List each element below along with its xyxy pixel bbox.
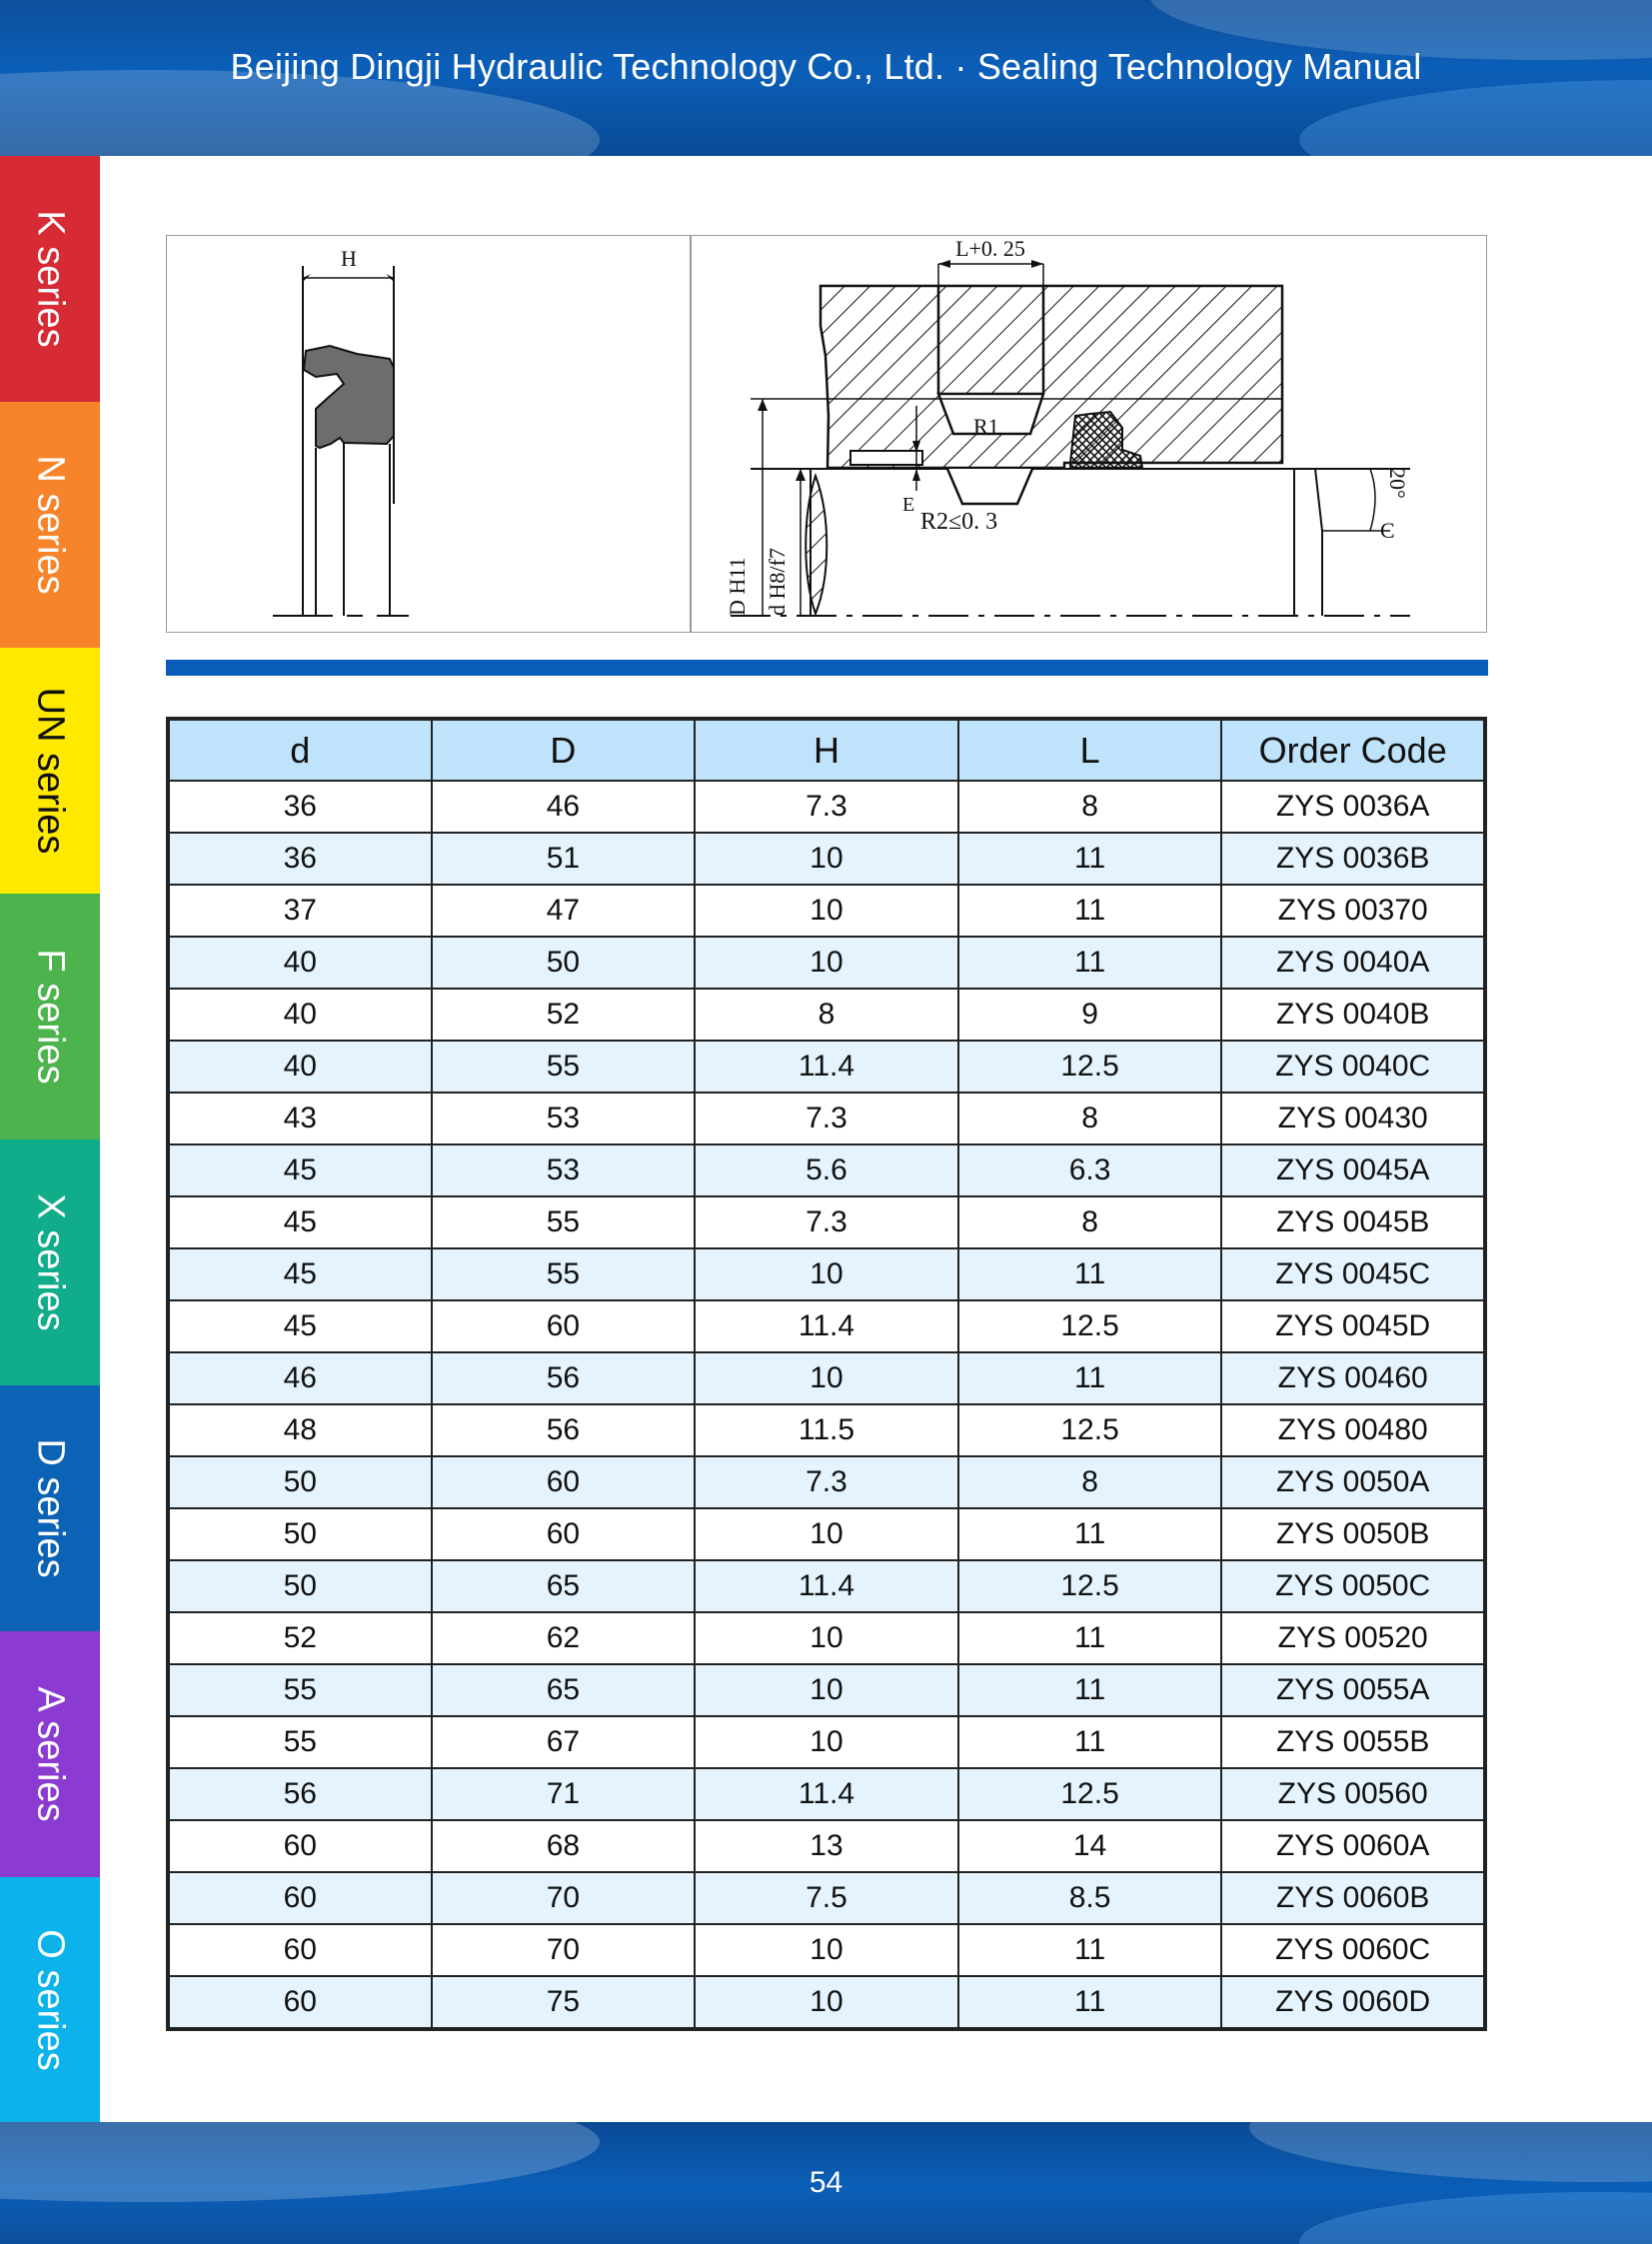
table-cell: 12.5	[958, 1404, 1222, 1456]
series-tab-label: F series	[29, 949, 72, 1085]
dim-l-label: L+0. 25	[955, 236, 1025, 261]
table-cell: 13	[695, 1820, 958, 1872]
table-cell: ZYS 0040A	[1221, 937, 1485, 989]
table-cell: 10	[695, 1508, 958, 1560]
table-row	[168, 1924, 1485, 1976]
table-cell: 50	[432, 937, 696, 989]
table-cell: ZYS 0036A	[1221, 781, 1485, 833]
series-tab-label: K series	[29, 210, 72, 348]
series-tab-label: O series	[29, 1929, 72, 2071]
column-header: d	[168, 719, 432, 781]
table-row	[168, 1041, 1485, 1093]
table-row	[168, 885, 1485, 937]
table-cell: 11	[958, 1924, 1222, 1976]
table-cell: ZYS 0060D	[1221, 1976, 1485, 2029]
table-cell: 60	[432, 1300, 696, 1352]
table-cell: 60	[168, 1924, 432, 1976]
table-cell: ZYS 0055B	[1221, 1716, 1485, 1768]
table-cell: 52	[432, 989, 696, 1041]
table-cell: 11.4	[695, 1041, 958, 1093]
table-cell: 55	[432, 1041, 696, 1093]
table-cell: ZYS 0045D	[1221, 1300, 1485, 1352]
dim-d-h11-label: D H11	[725, 557, 750, 616]
table-cell: 11	[958, 1612, 1222, 1664]
table-cell: 10	[695, 1664, 958, 1716]
dim-h-label: H	[341, 246, 357, 271]
table-cell: 14	[958, 1820, 1222, 1872]
table-cell: 56	[432, 1352, 696, 1404]
table-cell: ZYS 0036B	[1221, 833, 1485, 885]
table-row	[168, 1716, 1485, 1768]
table-cell: ZYS 00430	[1221, 1093, 1485, 1144]
table-cell: 51	[432, 833, 696, 885]
column-header: Order Code	[1221, 719, 1485, 781]
table-cell: 60	[168, 1976, 432, 2029]
table-row	[168, 1820, 1485, 1872]
page-number: 54	[809, 2166, 843, 2199]
footer-banner	[0, 2122, 1652, 2244]
series-tab-label: N series	[29, 455, 72, 595]
table-cell: 53	[432, 1144, 696, 1196]
table-cell: 46	[168, 1352, 432, 1404]
table-row	[168, 1196, 1485, 1248]
table-row	[168, 1300, 1485, 1352]
table-cell: 10	[695, 1976, 958, 2029]
table-cell: 12.5	[958, 1560, 1222, 1612]
table-cell: 45	[168, 1144, 432, 1196]
table-cell: 11	[958, 1352, 1222, 1404]
table-cell: 12.5	[958, 1041, 1222, 1093]
dim-d-h8f7-label: d H8/f7	[765, 548, 790, 616]
table-row	[168, 1144, 1485, 1196]
table-cell: 10	[695, 1924, 958, 1976]
series-tab[interactable]	[0, 402, 100, 648]
table-cell: 40	[168, 1041, 432, 1093]
table-cell: 56	[432, 1404, 696, 1456]
table-cell: ZYS 0040B	[1221, 989, 1485, 1041]
table-cell: 60	[432, 1508, 696, 1560]
table-cell: ZYS 0045B	[1221, 1196, 1485, 1248]
table-cell: 60	[168, 1820, 432, 1872]
table-row	[168, 937, 1485, 989]
seal-cross-section	[167, 236, 687, 632]
table-row	[168, 1872, 1485, 1924]
table-cell: 70	[432, 1872, 696, 1924]
table-cell: ZYS 0050C	[1221, 1560, 1485, 1612]
table-cell: 55	[432, 1196, 696, 1248]
series-tab-label: X series	[29, 1193, 72, 1331]
header-title: Beijing Dingji Hydraulic Technology Co., Ltd. · Sealing Technology Manual	[230, 46, 1422, 87]
table-cell: 7.3	[695, 1456, 958, 1508]
table-cell: 65	[432, 1560, 696, 1612]
seal-diagram	[166, 235, 1487, 633]
column-header: L	[958, 719, 1222, 781]
section-divider-bar	[166, 660, 1488, 676]
series-tab[interactable]	[0, 1385, 100, 1631]
table-cell: 8	[958, 1196, 1222, 1248]
table-cell: ZYS 0040C	[1221, 1041, 1485, 1093]
series-tab-label: UN series	[29, 687, 72, 855]
table-cell: 11	[958, 937, 1222, 989]
table-cell: 50	[168, 1560, 432, 1612]
table-cell: 10	[695, 937, 958, 989]
table-row	[168, 1560, 1485, 1612]
series-tab[interactable]	[0, 1877, 100, 2123]
table-cell: 75	[432, 1976, 696, 2029]
table-row	[168, 1352, 1485, 1404]
table-cell: 65	[432, 1664, 696, 1716]
table-row	[168, 1093, 1485, 1144]
table-cell: 68	[432, 1820, 696, 1872]
table-cell: 56	[168, 1768, 432, 1820]
table-cell: 45	[168, 1300, 432, 1352]
series-tab[interactable]	[0, 1631, 100, 1877]
table-cell: 47	[432, 885, 696, 937]
table-cell: 5.6	[695, 1144, 958, 1196]
table-cell: 50	[168, 1456, 432, 1508]
dim-r2-label: R2≤0. 3	[920, 509, 998, 535]
table-cell: 70	[432, 1924, 696, 1976]
column-header: D	[432, 719, 696, 781]
table-cell: 11.4	[695, 1560, 958, 1612]
table-row	[168, 781, 1485, 833]
table-cell: 40	[168, 989, 432, 1041]
table-cell: ZYS 0060C	[1221, 1924, 1485, 1976]
table-cell: ZYS 00560	[1221, 1768, 1485, 1820]
header-banner	[0, 0, 1652, 156]
table-cell: 11	[958, 1716, 1222, 1768]
table-cell: 52	[168, 1612, 432, 1664]
table-cell: 11	[958, 1664, 1222, 1716]
table-cell: 7.3	[695, 1196, 958, 1248]
table-cell: 55	[432, 1248, 696, 1300]
table-cell: 11	[958, 1976, 1222, 2029]
table-cell: ZYS 0060B	[1221, 1872, 1485, 1924]
dim-c-label: C	[1380, 518, 1395, 543]
table-cell: 7.3	[695, 1093, 958, 1144]
table-cell: 67	[432, 1716, 696, 1768]
table-cell: 9	[958, 989, 1222, 1041]
table-cell: ZYS 00520	[1221, 1612, 1485, 1664]
series-tab-label: D series	[29, 1438, 72, 1578]
table-cell: 7.5	[695, 1872, 958, 1924]
table-cell: 7.3	[695, 781, 958, 833]
table-cell: 43	[168, 1093, 432, 1144]
series-sidebar	[0, 156, 100, 2123]
table-cell: 11	[958, 1248, 1222, 1300]
series-tab[interactable]	[0, 156, 100, 402]
table-cell: 10	[695, 833, 958, 885]
dim-e-label: E	[902, 494, 915, 516]
column-header: H	[695, 719, 958, 781]
table-cell: ZYS 0050B	[1221, 1508, 1485, 1560]
table-cell: ZYS 0045C	[1221, 1248, 1485, 1300]
table-cell: 10	[695, 1716, 958, 1768]
table-cell: 55	[168, 1716, 432, 1768]
seal-profile	[304, 346, 394, 448]
table-row	[168, 1612, 1485, 1664]
table-cell: 8	[958, 1456, 1222, 1508]
table-cell: 10	[695, 1612, 958, 1664]
table-row	[168, 1248, 1485, 1300]
table-cell: ZYS 00370	[1221, 885, 1485, 937]
table-cell: 6.3	[958, 1144, 1222, 1196]
table-cell: 8	[958, 1093, 1222, 1144]
table-cell: 45	[168, 1196, 432, 1248]
series-tab[interactable]	[0, 1139, 100, 1385]
table-cell: 46	[432, 781, 696, 833]
table-cell: 11.5	[695, 1404, 958, 1456]
table-cell: 40	[168, 937, 432, 989]
table-cell: 10	[695, 1352, 958, 1404]
table-row	[168, 1664, 1485, 1716]
table-row	[168, 1456, 1485, 1508]
table-cell: ZYS 00480	[1221, 1404, 1485, 1456]
table-cell: 50	[168, 1508, 432, 1560]
table-cell: 11.4	[695, 1768, 958, 1820]
table-row	[168, 1768, 1485, 1820]
table-cell: 10	[695, 1248, 958, 1300]
dim-r1-label: R1	[973, 414, 999, 439]
table-cell: 60	[168, 1872, 432, 1924]
table-cell: 11	[958, 1508, 1222, 1560]
table-header-row	[168, 719, 1485, 781]
table-cell: 10	[695, 885, 958, 937]
table-cell: 36	[168, 833, 432, 885]
table-row	[168, 1976, 1485, 2029]
table-cell: 45	[168, 1248, 432, 1300]
table-row	[168, 989, 1485, 1041]
table-cell: ZYS 0045A	[1221, 1144, 1485, 1196]
table-row	[168, 1508, 1485, 1560]
table-cell: 11.4	[695, 1300, 958, 1352]
table-cell: 12.5	[958, 1300, 1222, 1352]
series-tab-label: A series	[29, 1686, 72, 1822]
table-row	[168, 833, 1485, 885]
table-cell: ZYS 0060A	[1221, 1820, 1485, 1872]
table-cell: 53	[432, 1093, 696, 1144]
table-cell: 36	[168, 781, 432, 833]
table-cell: 60	[432, 1456, 696, 1508]
table-cell: 11	[958, 833, 1222, 885]
dimension-table	[166, 717, 1487, 2031]
table-cell: 11	[958, 885, 1222, 937]
table-cell: ZYS 0055A	[1221, 1664, 1485, 1716]
dim-angle-label: 20°	[1385, 468, 1410, 499]
table-row	[168, 1404, 1485, 1456]
table-cell: 71	[432, 1768, 696, 1820]
series-tab[interactable]	[0, 648, 100, 894]
table-cell: 8.5	[958, 1872, 1222, 1924]
table-cell: 62	[432, 1612, 696, 1664]
table-cell: 12.5	[958, 1768, 1222, 1820]
table-cell: ZYS 0050A	[1221, 1456, 1485, 1508]
table-cell: ZYS 00460	[1221, 1352, 1485, 1404]
table-cell: 48	[168, 1404, 432, 1456]
groove-installation-drawing	[691, 236, 1486, 632]
series-tab[interactable]	[0, 894, 100, 1139]
table-cell: 55	[168, 1664, 432, 1716]
table-cell: 8	[695, 989, 958, 1041]
table-cell: 8	[958, 781, 1222, 833]
table-cell: 37	[168, 885, 432, 937]
